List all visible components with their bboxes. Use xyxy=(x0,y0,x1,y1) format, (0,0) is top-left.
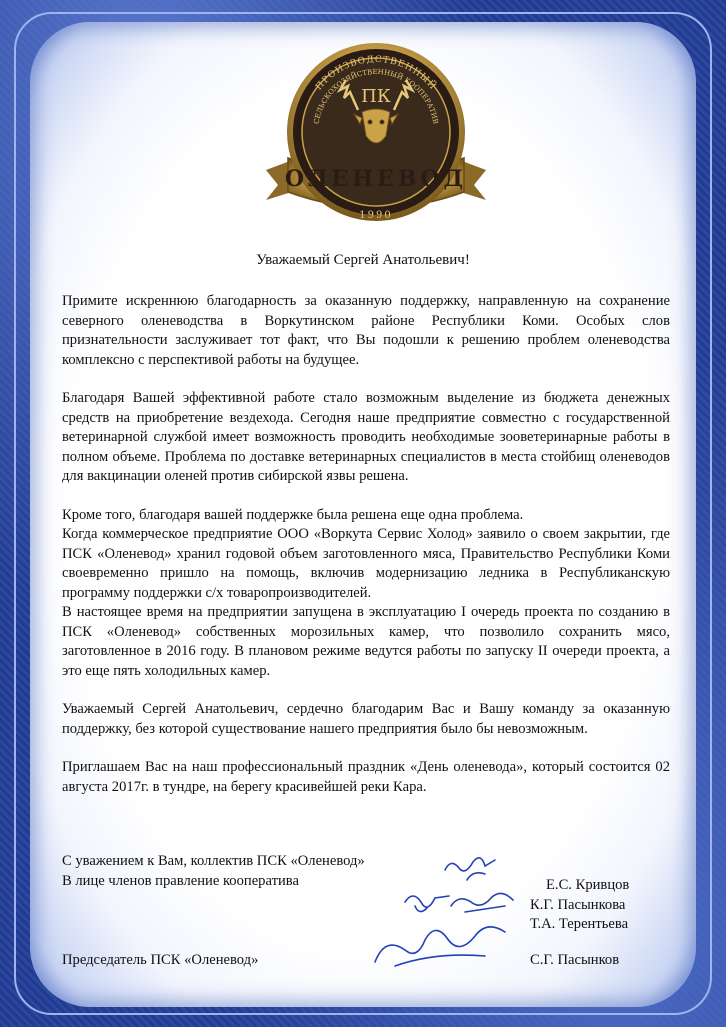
logo-arc-text-1: ПРОИЗВОДСТВЕННЫЙ xyxy=(314,54,438,93)
closing-line-2: В лице членов правление кооператива xyxy=(62,872,299,889)
signer-3: Т.А. Терентьева xyxy=(530,916,629,932)
signers-list xyxy=(520,876,680,935)
handwritten-signatures xyxy=(355,840,535,990)
chairman-name: С.Г. Пасынков xyxy=(530,952,620,968)
paragraph-4: Когда коммерческое предприятие ООО «Воркута Сервис Холод» заявило о своем закрытии, где ПСК «Оленевод» хранил годовой объем заготовленного мяса, Правительство Республики Коми своевременно пришло на помощь, включив модернизацию ледника в Республиканскую программу поддержки с/х товаропроизводителей. xyxy=(62,526,670,601)
paragraph-6: Уважаемый Сергей Анатольевич, сердечно благодарим Вас и Вашу команду за оказанную поддержку, без которой существование нашего предприятия было бы невозможным. xyxy=(62,701,670,737)
logo-year: 1990 xyxy=(359,210,393,221)
logo-monogram: ПК xyxy=(361,86,391,107)
paragraph-5: В настоящее время на предприятии запущена в эксплуатацию I очередь проекта по созданию в ПСК «Оленевод» собственных морозильных камер, что позволило сохранить мясо, заготовленное в 2016 году. В плановом режиме ведутся работы по запуску II очереди проекта, а это еще пять холодильных камер. xyxy=(62,604,670,679)
paragraph-7: Приглашаем Вас на наш профессиональный праздник «День оленевода», который состоится 02 августа 2017г. в тундре, на берегу красивейшей реки Кара. xyxy=(62,759,670,795)
logo-arc-text-2: СЕЛЬСКОХОЗЯЙСТВЕННЫЙ КООПЕРАТИВ xyxy=(312,67,440,125)
logo-name: ОЛЕНЕВОД xyxy=(284,166,468,192)
paragraph-1: Примите искреннюю благодарность за оказанную поддержку, направленную на сохранение северного оленеводства в Воркутинском районе Республики Коми. Особых слов признательности заслуживает тот факт, что Вы подошли к решению проблем оленеводства комплексно с перспективой работы на будущее. xyxy=(62,293,670,368)
salutation: Уважаемый Сергей Анатольевич! xyxy=(256,252,470,268)
letter-body xyxy=(62,292,670,816)
paragraph-3: Кроме того, благодаря вашей поддержке была решена еще одна проблема. xyxy=(62,506,524,523)
olenevod-logo xyxy=(258,40,494,236)
signer-1: Е.С. Кривцов xyxy=(546,877,630,893)
signer-2: К.Г. Пасынкова xyxy=(530,896,626,913)
paragraph-2: Благодаря Вашей эффективной работе стало возможным выделение из бюджета денежных средств на приобретение вездехода. Сегодня наше предприятие совместно с государственной ветеринарной службой имеет возможность проводить необходимые зооветеринарные работы в полном объеме. Проблема по доставке ветеринарных специалистов в места стойбищ оленеводов для вакцинации оленей против сибирской язвы решена. xyxy=(62,390,670,484)
chairman-label: Председатель ПСК «Оленевод» xyxy=(62,952,259,968)
closing-line-1: С уважением к Вам, коллектив ПСК «Оленевод» xyxy=(62,853,365,869)
